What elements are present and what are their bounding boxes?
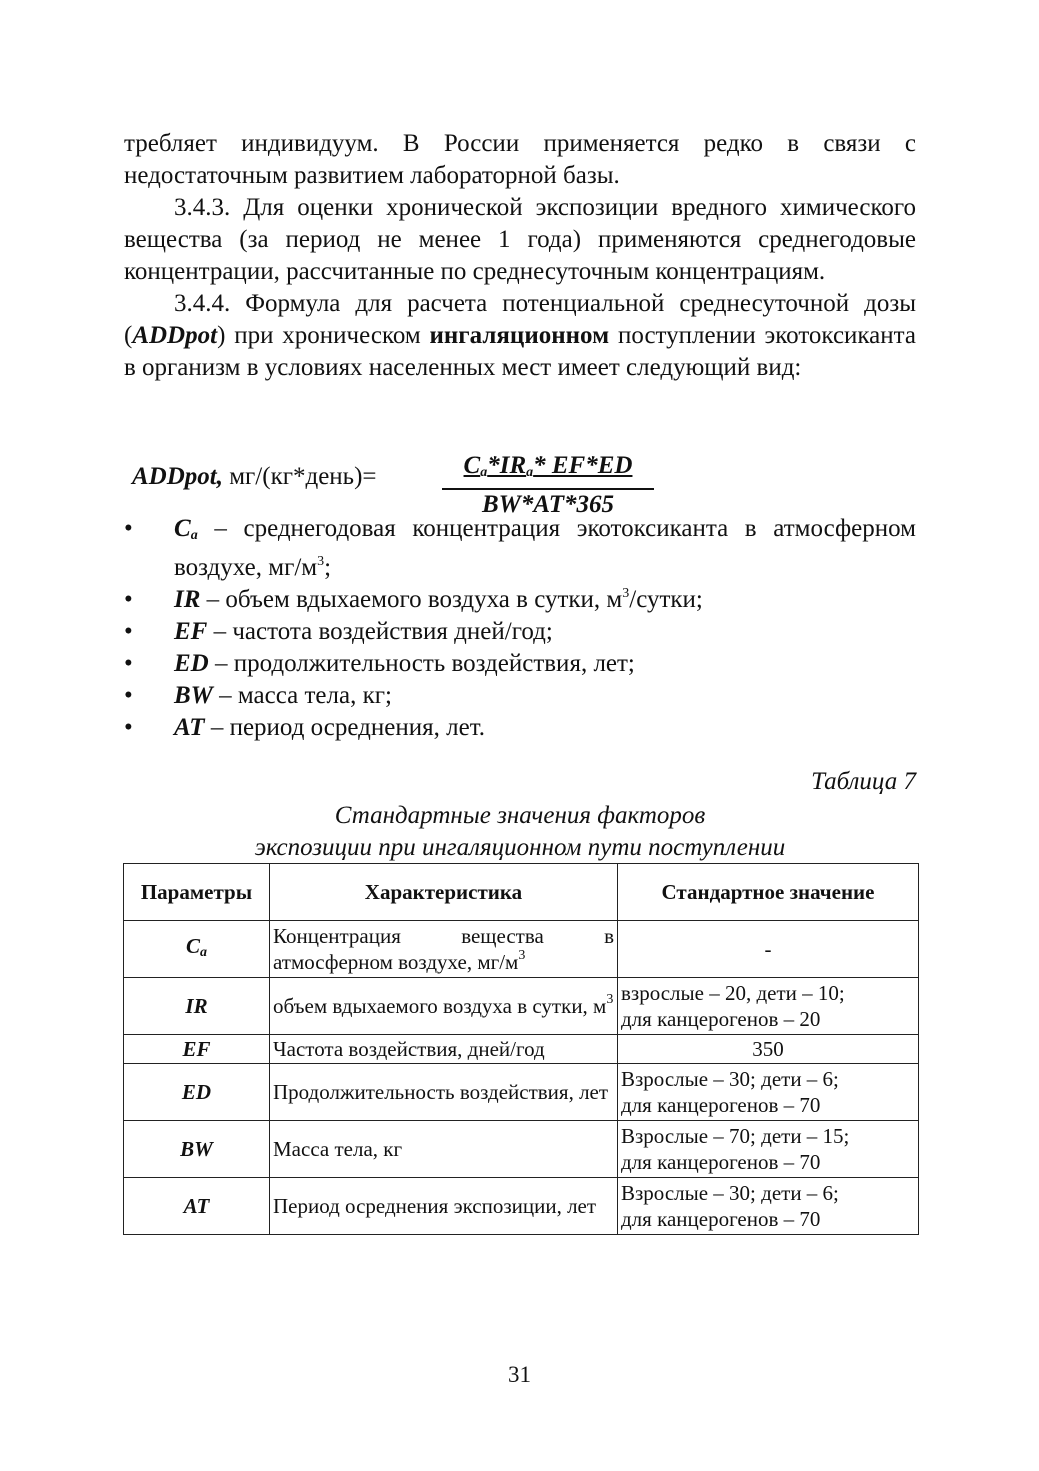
formula <box>132 452 672 518</box>
definition-item <box>124 680 916 712</box>
def-text: – продолжительность воздействия, лет; <box>208 650 635 677</box>
def-text: – объем вдыхаемого воздуха в сутки, м <box>200 586 623 613</box>
definition-list <box>124 513 916 744</box>
def-symbol: BW <box>174 682 213 709</box>
param-symbol: C <box>185 933 200 958</box>
def-sup: 3 <box>317 554 325 569</box>
value-line: для канцерогенов – 70 <box>621 1093 821 1117</box>
value-line: для канцерогенов – 70 <box>621 1207 821 1231</box>
def-symbol: AT <box>174 714 205 741</box>
value-line: для канцерогенов – 70 <box>621 1150 821 1174</box>
formula-denominator: BW*AT*365 <box>482 491 614 518</box>
def-tail: /сутки; <box>629 586 703 613</box>
paragraph-continuation: требляет индивидуум. В России применяется редко в связи с недостаточным развитием лабораторной базы. <box>124 130 916 189</box>
param-cell <box>124 921 270 978</box>
paragraph-3-4-4 <box>124 288 916 384</box>
paragraph-3-4-3: 3.4.3. Для оценки хронической экспозиции вредного химического вещества (за период не менее 1 года) применяются среднегодовые концентрации, рассчитанные по среднесуточным концентрациям. <box>124 194 916 285</box>
num-rest: * EF*ED <box>533 452 633 479</box>
formula-symbol: ADDpot, <box>132 463 223 490</box>
table-title-line: экспозиции при ингаляционном пути поступлении <box>254 834 786 861</box>
desc-text: Концентрация вещества в атмосферном воздухе, мг/м <box>273 924 614 974</box>
def-sup: 3 <box>622 586 630 601</box>
desc-cell: Период осреднения экспозиции, лет <box>270 1178 618 1235</box>
table-row <box>124 921 919 978</box>
paragraph-text: поступлении экотоксиканта в организм в условиях населенных мест имеет следующий вид: <box>124 322 916 381</box>
value-cell <box>618 1121 919 1178</box>
num-ir: *IR <box>487 452 527 479</box>
param-cell: IR <box>124 978 270 1035</box>
value-cell <box>618 1178 919 1235</box>
bullet: • <box>124 682 133 709</box>
page-number: 31 <box>508 1362 531 1387</box>
formula-fraction <box>442 452 654 520</box>
def-symbol: C <box>174 515 191 542</box>
desc-sup: 3 <box>518 948 526 963</box>
table-row <box>124 978 919 1035</box>
value-cell: 350 <box>618 1035 919 1064</box>
value-line: для канцерогенов – 20 <box>621 1007 821 1031</box>
table-caption: Таблица 7 <box>811 768 916 795</box>
formula-lhs <box>132 463 377 491</box>
bullet: • <box>124 515 133 542</box>
value-cell <box>618 1064 919 1121</box>
table-row <box>124 1035 919 1064</box>
bullet: • <box>124 714 133 741</box>
num-c: C <box>463 452 481 479</box>
body-text <box>124 128 916 384</box>
paragraph-text: ) при хроническом <box>217 322 430 349</box>
num-c-sub: a <box>480 465 488 480</box>
definition-item <box>124 616 916 648</box>
desc-text: объем вдыхаемого воздуха в сутки, м <box>273 994 607 1018</box>
formula-unit: мг/(кг*день)= <box>222 463 377 490</box>
desc-cell: Продолжительность воздействия, лет <box>270 1064 618 1121</box>
value-line: Взрослые – 70; дети – 15; <box>621 1124 850 1148</box>
table-title <box>124 800 916 864</box>
table-row <box>124 1121 919 1178</box>
value-line: взрослые – 20, дети – 10; <box>621 981 845 1005</box>
param-cell: BW <box>124 1121 270 1178</box>
header-standard-value: Стандартное значение <box>618 864 919 921</box>
header-parameters: Параметры <box>124 864 270 921</box>
param-cell: AT <box>124 1178 270 1235</box>
definition-item <box>124 513 916 584</box>
value-line: Взрослые – 30; дети – 6; <box>621 1067 839 1091</box>
desc-cell: Масса тела, кг <box>270 1121 618 1178</box>
definition-item <box>124 648 916 680</box>
def-text: – частота воздействия дней/год; <box>207 618 553 645</box>
def-text: – период осреднения, лет. <box>204 714 485 741</box>
desc-cell: Частота воздействия, дней/год <box>270 1035 618 1064</box>
param-cell: EF <box>124 1035 270 1064</box>
value-cell <box>618 978 919 1035</box>
desc-cell <box>270 978 618 1035</box>
formula-numerator <box>442 452 654 490</box>
abbr-addpot: ADDpot <box>132 322 218 349</box>
table-row <box>124 1064 919 1121</box>
def-text: – масса тела, кг; <box>212 682 392 709</box>
num-ir-sub: a <box>526 465 534 480</box>
value-line: Взрослые – 30; дети – 6; <box>621 1181 839 1205</box>
header-characteristic: Характеристика <box>270 864 618 921</box>
param-sub: a <box>200 944 207 960</box>
def-symbol: EF <box>174 618 208 645</box>
desc-sup: 3 <box>606 992 614 1007</box>
bullet: • <box>124 586 133 613</box>
table-title-line: Стандартные значения факторов <box>334 802 706 829</box>
def-symbol: IR <box>174 586 201 613</box>
desc-cell <box>270 921 618 978</box>
definition-item <box>124 584 916 616</box>
definition-item <box>124 712 916 744</box>
value-cell: - <box>618 921 919 978</box>
bullet: • <box>124 650 133 677</box>
table-header-row <box>124 864 919 921</box>
param-cell: ED <box>124 1064 270 1121</box>
def-tail: ; <box>324 554 332 581</box>
exposure-table <box>123 863 919 1235</box>
table-row <box>124 1178 919 1235</box>
bullet: • <box>124 618 133 645</box>
bold-term: ингаляционном <box>429 322 610 349</box>
paragraph-text: 3.4.4. Формула для расчета потенциальной среднесуточной дозы ( <box>124 290 916 349</box>
def-symbol-sub: a <box>190 528 198 543</box>
def-symbol: ED <box>174 650 209 677</box>
def-text: – среднегодовая концентрация экотоксиканта в атмосферном воздухе, мг/м <box>174 515 916 581</box>
